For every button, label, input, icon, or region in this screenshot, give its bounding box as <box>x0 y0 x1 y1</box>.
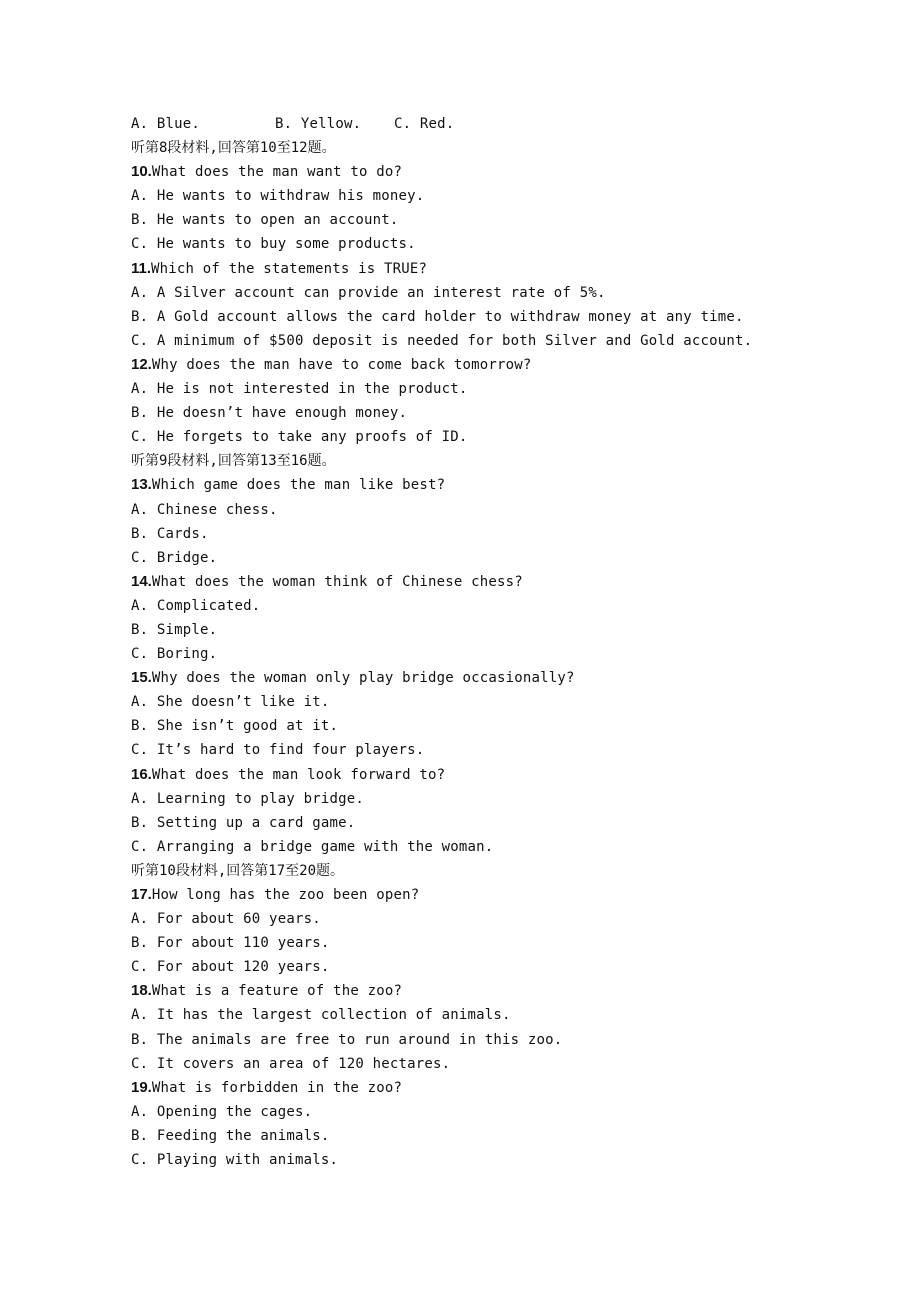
question-text: What does the man want to do? <box>151 164 403 181</box>
answer-option: A. It has the largest collection of animals. <box>131 1007 511 1024</box>
answer-option: C. A minimum of $500 deposit is needed for both Silver and Gold account. <box>131 332 753 349</box>
question-stem <box>131 257 891 281</box>
section-heading: 听第10段材料,回答第17至20题。 <box>131 862 345 879</box>
question-number: 16. <box>131 765 152 783</box>
question-stem <box>131 1076 891 1100</box>
question-9-options <box>131 112 891 136</box>
question-number: 19. <box>131 1078 152 1096</box>
answer-option: A. Learning to play bridge. <box>131 790 364 807</box>
option-a: A. Blue. <box>131 116 201 132</box>
section-heading: 听第8段材料,回答第10至12题。 <box>131 140 336 157</box>
answer-option: A. He is not interested in the product. <box>131 381 468 398</box>
question-stem <box>131 160 891 184</box>
question-stem <box>131 666 891 690</box>
answer-option: C. He wants to buy some products. <box>131 236 416 253</box>
question-stem <box>131 353 891 377</box>
question-text: What does the man look forward to? <box>151 766 446 783</box>
answer-option: B. He wants to open an account. <box>131 212 399 229</box>
question-stem <box>131 473 891 497</box>
question-number: 10. <box>131 163 152 181</box>
question-text: What is forbidden in the zoo? <box>151 1079 403 1096</box>
answer-option: A. She doesn’t like it. <box>131 694 330 711</box>
question-text: How long has the zoo been open? <box>151 887 420 903</box>
question-text: What is a feature of the zoo? <box>151 983 403 1000</box>
exam-page <box>131 112 891 1172</box>
section-heading: 听第9段材料,回答第13至16题。 <box>131 453 336 470</box>
question-number: 14. <box>131 572 152 590</box>
question-stem <box>131 883 891 907</box>
answer-option: B. For about 110 years. <box>131 935 330 952</box>
answer-option: B. The animals are free to run around in this zoo. <box>131 1031 563 1048</box>
answer-option: C. It covers an area of 120 hectares. <box>131 1055 451 1072</box>
answer-option: A. Chinese chess. <box>131 501 278 518</box>
answer-option: A. For about 60 years. <box>131 911 321 928</box>
question-number: 13. <box>131 476 152 494</box>
question-number: 12. <box>131 355 152 373</box>
question-number: 11. <box>131 259 152 277</box>
question-stem <box>131 570 891 594</box>
answer-option: A. Opening the cages. <box>131 1103 313 1120</box>
question-number: 17. <box>131 886 152 903</box>
answer-option: C. Playing with animals. <box>131 1152 339 1169</box>
option-c: C. Red. <box>394 116 455 132</box>
answer-option: C. For about 120 years. <box>131 959 330 976</box>
answer-option: B. She isn’t good at it. <box>131 718 339 735</box>
question-text: Which game does the man like best? <box>151 477 446 494</box>
answer-option: B. Simple. <box>131 621 218 638</box>
answer-option: C. Arranging a bridge game with the woman. <box>131 838 494 855</box>
answer-option: C. He forgets to take any proofs of ID. <box>131 429 468 446</box>
question-text: What does the woman think of Chinese chess? <box>151 573 523 590</box>
answer-option: A. Complicated. <box>131 597 261 614</box>
question-stem <box>131 979 891 1003</box>
answer-option: B. Cards. <box>131 525 209 542</box>
answer-option: C. Boring. <box>131 646 218 663</box>
question-text: Why does the woman only play bridge occasionally? <box>151 670 575 687</box>
answer-option: B. A Gold account allows the card holder to withdraw money at any time. <box>131 308 744 325</box>
answer-option: C. It’s hard to find four players. <box>131 742 425 759</box>
answer-option: B. Feeding the animals. <box>131 1127 330 1144</box>
question-stem <box>131 763 891 787</box>
question-text: Why does the man have to come back tomorrow? <box>151 356 532 373</box>
answer-option: A. A Silver account can provide an interest rate of 5%. <box>131 284 606 301</box>
answer-option: B. Setting up a card game. <box>131 814 356 831</box>
question-number: 15. <box>131 669 152 687</box>
question-number: 18. <box>131 982 152 1000</box>
answer-option: A. He wants to withdraw his money. <box>131 188 425 205</box>
question-list <box>131 136 891 1172</box>
answer-option: C. Bridge. <box>131 549 218 566</box>
question-text: Which of the statements is TRUE? <box>151 260 428 277</box>
answer-option: B. He doesn’t have enough money. <box>131 405 408 422</box>
option-b: B. Yellow. <box>275 116 362 132</box>
